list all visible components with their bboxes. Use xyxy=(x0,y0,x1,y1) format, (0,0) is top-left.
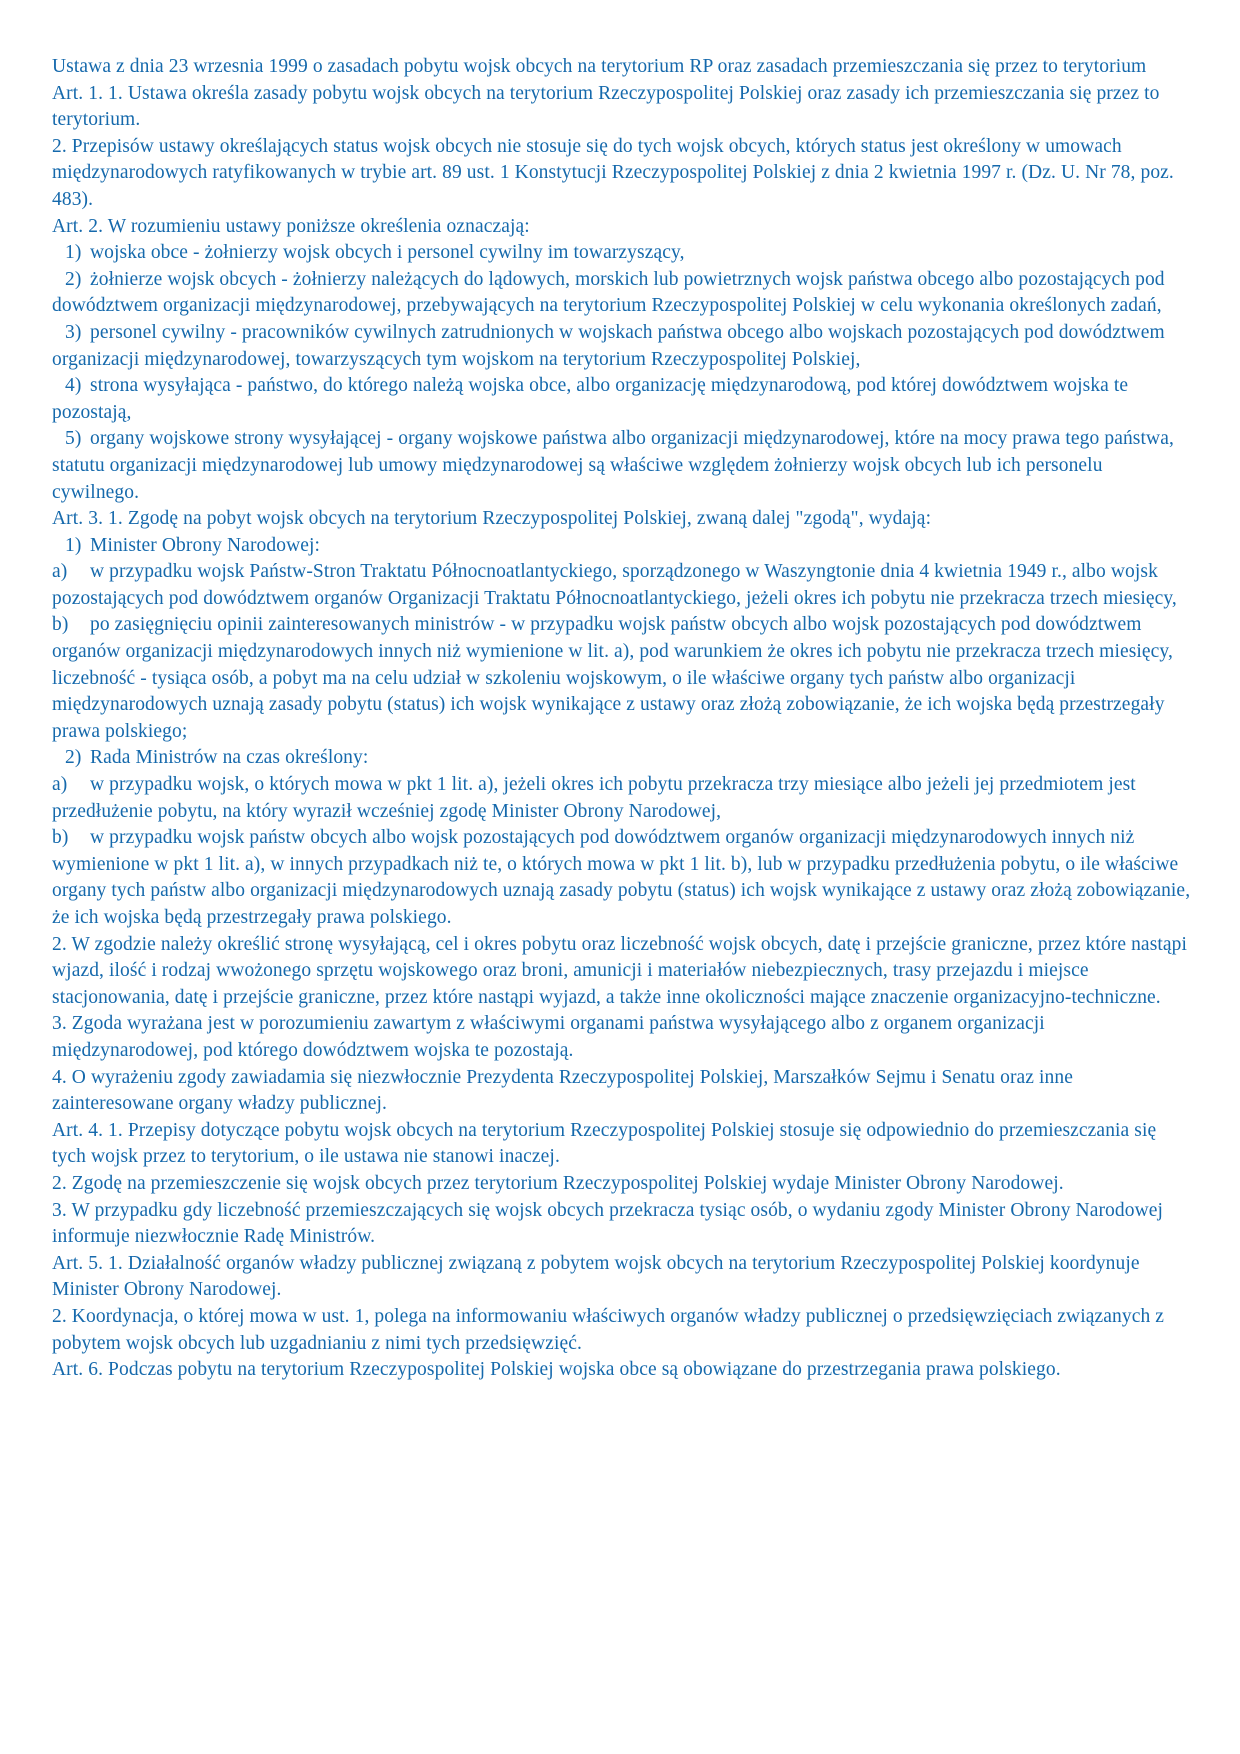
paragraph xyxy=(52,612,1194,745)
paragraph-text: żołnierze wojsk obcych - żołnierzy należących do lądowych, morskich lub powietrznych wojsk państwa obcego albo pozostających pod dowództwem organizacji międzynarodowej, przebywających na terytorium Rzeczypospolitej Polskiej w celu wykonania określonych zadań, xyxy=(52,268,1165,317)
document-body xyxy=(52,54,1194,1384)
paragraph xyxy=(52,1171,1194,1198)
paragraph xyxy=(52,559,1194,612)
item-label: 2) xyxy=(65,747,82,769)
paragraph-text: Art. 5. 1. Działalność organów władzy publicznej związaną z pobytem wojsk obcych na terytorium Rzeczypospolitej Polskiej koordynuje Minister Obrony Narodowej. xyxy=(52,1252,1140,1301)
item-label: 5) xyxy=(65,428,82,450)
paragraph-text: Art. 1. 1. Ustawa określa zasady pobytu wojsk obcych na terytorium Rzeczypospolitej Polskiej oraz zasady ich przemieszczania się przez to terytorium. xyxy=(52,82,1160,131)
item-label: a) xyxy=(52,774,68,796)
paragraph xyxy=(52,426,1194,506)
paragraph-text: Art. 2. W rozumieniu ustawy poniższe określenia oznaczają: xyxy=(52,215,530,237)
item-label: 1) xyxy=(65,242,82,264)
paragraph-text: w przypadku wojsk, o których mowa w pkt 1 lit. a), jeżeli okres ich pobytu przekracza trzy miesiące albo jeżeli jej przedmiotem jest przedłużenie pobytu, na który wyraził wcześniej zgodę Minister Obrony Narodowej, xyxy=(52,774,1136,822)
paragraph-text: wojska obce - żołnierzy wojsk obcych i personel cywilny im towarzyszący, xyxy=(90,242,685,264)
paragraph xyxy=(52,772,1194,825)
paragraph xyxy=(52,825,1194,931)
item-label: 3) xyxy=(65,321,82,343)
paragraph xyxy=(52,320,1194,373)
paragraph-text: 4. O wyrażeniu zgody zawiadamia się niezwłocznie Prezydenta Rzeczypospolitej Polskiej, Marszałków Sejmu i Senatu oraz inne zainteresowane organy władzy publicznej. xyxy=(52,1066,1074,1115)
paragraph xyxy=(52,1357,1194,1384)
paragraph xyxy=(52,1198,1194,1251)
paragraph xyxy=(52,1304,1194,1357)
paragraph xyxy=(52,745,1194,772)
paragraph-text: Art. 4. 1. Przepisy dotyczące pobytu wojsk obcych na terytorium Rzeczypospolitej Polskiej stosuje się odpowiednio do przemieszczania się tych wojsk przez to terytorium, o ile ustawa nie stanowi inaczej. xyxy=(52,1119,1157,1168)
paragraph-text: Art. 3. 1. Zgodę na pobyt wojsk obcych na terytorium Rzeczypospolitej Polskiej, zwaną dalej "zgodą", wydają: xyxy=(52,508,932,530)
item-label: 1) xyxy=(65,534,82,556)
paragraph-text: Minister Obrony Narodowej: xyxy=(90,534,321,556)
item-label: 4) xyxy=(65,375,82,397)
paragraph xyxy=(52,81,1194,134)
paragraph-text: Ustawa z dnia 23 wrzesnia 1999 o zasadach pobytu wojsk obcych na terytorium RP oraz zasadach przemieszczania się przez to terytorium xyxy=(52,56,1147,77)
paragraph xyxy=(52,54,1194,81)
paragraph-text: Rada Ministrów na czas określony: xyxy=(90,747,369,769)
paragraph-text: Art. 6. Podczas pobytu na terytorium Rzeczypospolitej Polskiej wojska obce są obowiązane do przestrzegania prawa polskiego. xyxy=(52,1359,1061,1381)
paragraph-text: 2. W zgodzie należy określić stronę wysyłającą, cel i okres pobytu oraz liczebność wojsk obcych, datę i przejście graniczne, przez które nastąpi wjazd, ilość i rodzaj wwożonego sprzętu wojskowego oraz broni, amunicji i materiałów niebezpiecznych, trasy przejazdu i miejsce stacjonowania, datę i przejście graniczne, przez które nastąpi wyjazd, a także inne okoliczności mające znaczenie organizacyjno-techniczne. xyxy=(52,933,1188,1008)
paragraph xyxy=(52,267,1194,320)
paragraph-text: po zasięgnięciu opinii zainteresowanych ministrów - w przypadku wojsk państw obcych albo wojsk pozostających pod dowództwem organów organizacji międzynarodowych innych niż wymienione w lit. a), pod warunkiem że okres ich pobytu nie przekracza trzech miesięcy, liczebność - tysiąca osób, a pobyt ma na celu udział w szkoleniu wojskowym, o ile właściwe organy tych państw albo organizacji międzynarodowych uznają zasady pobytu (status) ich wojsk wynikające z ustawy oraz złożą zobowiązanie, że ich wojska będą przestrzegały prawa polskiego; xyxy=(52,614,1173,742)
paragraph-text: personel cywilny - pracowników cywilnych zatrudnionych w wojskach państwa obcego albo wojskach pozostających pod dowództwem organizacji międzynarodowej, towarzyszących tym wojskom na terytorium Rzeczypospolitej Polskiej, xyxy=(52,321,1165,370)
item-label: a) xyxy=(52,561,68,583)
paragraph-text: 2. Koordynacja, o której mowa w ust. 1, polega na informowaniu właściwych organów władzy publicznej o przedsięwzięciach związanych z pobytem wojsk obcych lub uzgadnianiu z nimi tych przedsięwzięć. xyxy=(52,1305,1165,1354)
paragraph-text: 2. Przepisów ustawy określających status wojsk obcych nie stosuje się do tych wojsk obcych, których status jest określony w umowach międzynarodowych ratyfikowanych w trybie art. 89 ust. 1 Konstytucji Rzeczypospolitej Polskiej z dnia 2 kwietnia 1997 r. (Dz. U. Nr 78, poz. 483). xyxy=(52,135,1174,210)
paragraph xyxy=(52,134,1194,214)
item-label: 2) xyxy=(65,268,82,290)
paragraph xyxy=(52,932,1194,1012)
item-label: b) xyxy=(52,614,69,636)
paragraph xyxy=(52,1118,1194,1171)
paragraph xyxy=(52,1065,1194,1118)
paragraph-text: w przypadku wojsk Państw-Stron Traktatu Północnoatlantyckiego, sporządzonego w Waszyngtonie dnia 4 kwietnia 1949 r., albo wojsk pozostających pod dowództwem organów Organizacji Traktatu Północnoatlantyckiego, jeżeli okres ich pobytu nie przekracza trzech miesięcy, xyxy=(52,561,1177,609)
paragraph xyxy=(52,1251,1194,1304)
paragraph xyxy=(52,533,1194,560)
paragraph xyxy=(52,240,1194,267)
paragraph-text: w przypadku wojsk państw obcych albo wojsk pozostających pod dowództwem organów organizacji międzynarodowych innych niż wymienione w pkt 1 lit. a), w innych przypadkach niż te, o których mowa w pkt 1 lit. b), lub w przypadku przedłużenia pobytu, o ile właściwe organy tych państw albo organizacji międzynarodowych uznają zasady pobytu (status) ich wojsk wynikające z ustawy oraz złożą zobowiązanie, że ich wojska będą przestrzegały prawa polskiego. xyxy=(52,827,1191,928)
paragraph-text: 2. Zgodę na przemieszczenie się wojsk obcych przez terytorium Rzeczypospolitej Polskiej wydaje Minister Obrony Narodowej. xyxy=(52,1172,1064,1194)
paragraph-text: strona wysyłająca - państwo, do którego należą wojska obce, albo organizację międzynarodową, pod której dowództwem wojska te pozostają, xyxy=(52,375,1129,423)
paragraph-text: organy wojskowe strony wysyłającej - organy wojskowe państwa albo organizacji międzynarodowej, które na mocy prawa tego państwa, statutu organizacji międzynarodowej lub umowy międzynarodowej są właściwe względem żołnierzy wojsk obcych lub ich personelu cywilnego. xyxy=(52,428,1174,503)
paragraph-text: 3. Zgoda wyrażana jest w porozumieniu zawartym z właściwymi organami państwa wysyłającego albo z organem organizacji międzynarodowej, pod którego dowództwem wojska te pozostają. xyxy=(52,1013,1045,1061)
paragraph xyxy=(52,1011,1194,1064)
paragraph xyxy=(52,506,1194,533)
item-label: b) xyxy=(52,827,69,849)
paragraph xyxy=(52,214,1194,241)
paragraph-text: 3. W przypadku gdy liczebność przemieszczających się wojsk obcych przekracza tysiąc osób, o wydaniu zgody Minister Obrony Narodowej informuje niezwłocznie Radę Ministrów. xyxy=(52,1199,1164,1248)
paragraph xyxy=(52,373,1194,426)
